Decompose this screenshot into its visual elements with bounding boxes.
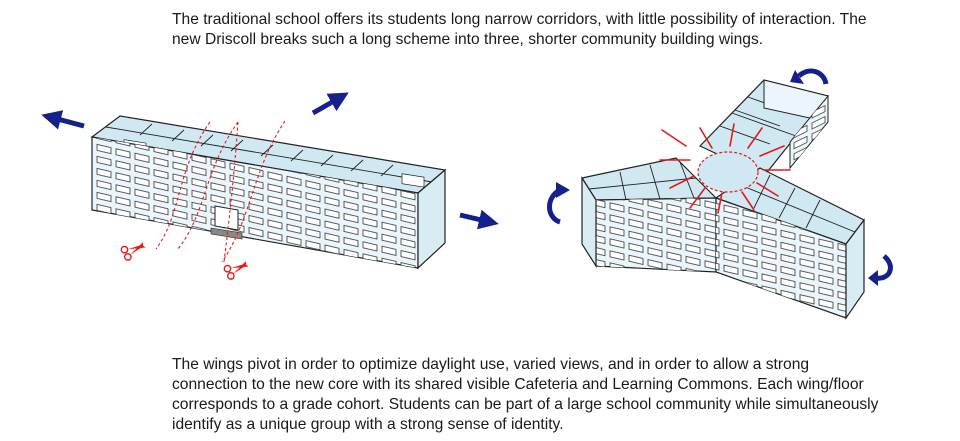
shared-core (698, 152, 758, 192)
three-wing-building (582, 80, 864, 318)
intro-line: The traditional school offers its students long narrow corridors, with little possibility of interaction. The (172, 11, 867, 28)
scissors-icon (120, 238, 147, 261)
rotate-arrow-icon (799, 71, 826, 84)
scissors-icon (223, 257, 250, 280)
traditional-school-building (92, 116, 445, 268)
rotate-arrow-icon (876, 256, 890, 278)
outro-line: identify as a unique group with a strong sense of identity. (172, 416, 564, 433)
arrow-icon (50, 117, 84, 126)
arrow-icon (460, 215, 490, 222)
outro-line: The wings pivot in order to optimize daylight use, varied views, and in order to allow a strong (172, 356, 810, 373)
intro-line: new Driscoll breaks such a long scheme into three, shorter community building wings. (172, 31, 764, 48)
outro-paragraph (172, 355, 952, 435)
arrow-icon (313, 97, 341, 113)
outro-line: connection to the new core with its shared visible Cafeteria and Learning Commons. Each wing/floor (172, 376, 864, 393)
outro-line: corresponds to a grade cohort. Students can be part of a large school community while simultaneously (172, 396, 879, 413)
